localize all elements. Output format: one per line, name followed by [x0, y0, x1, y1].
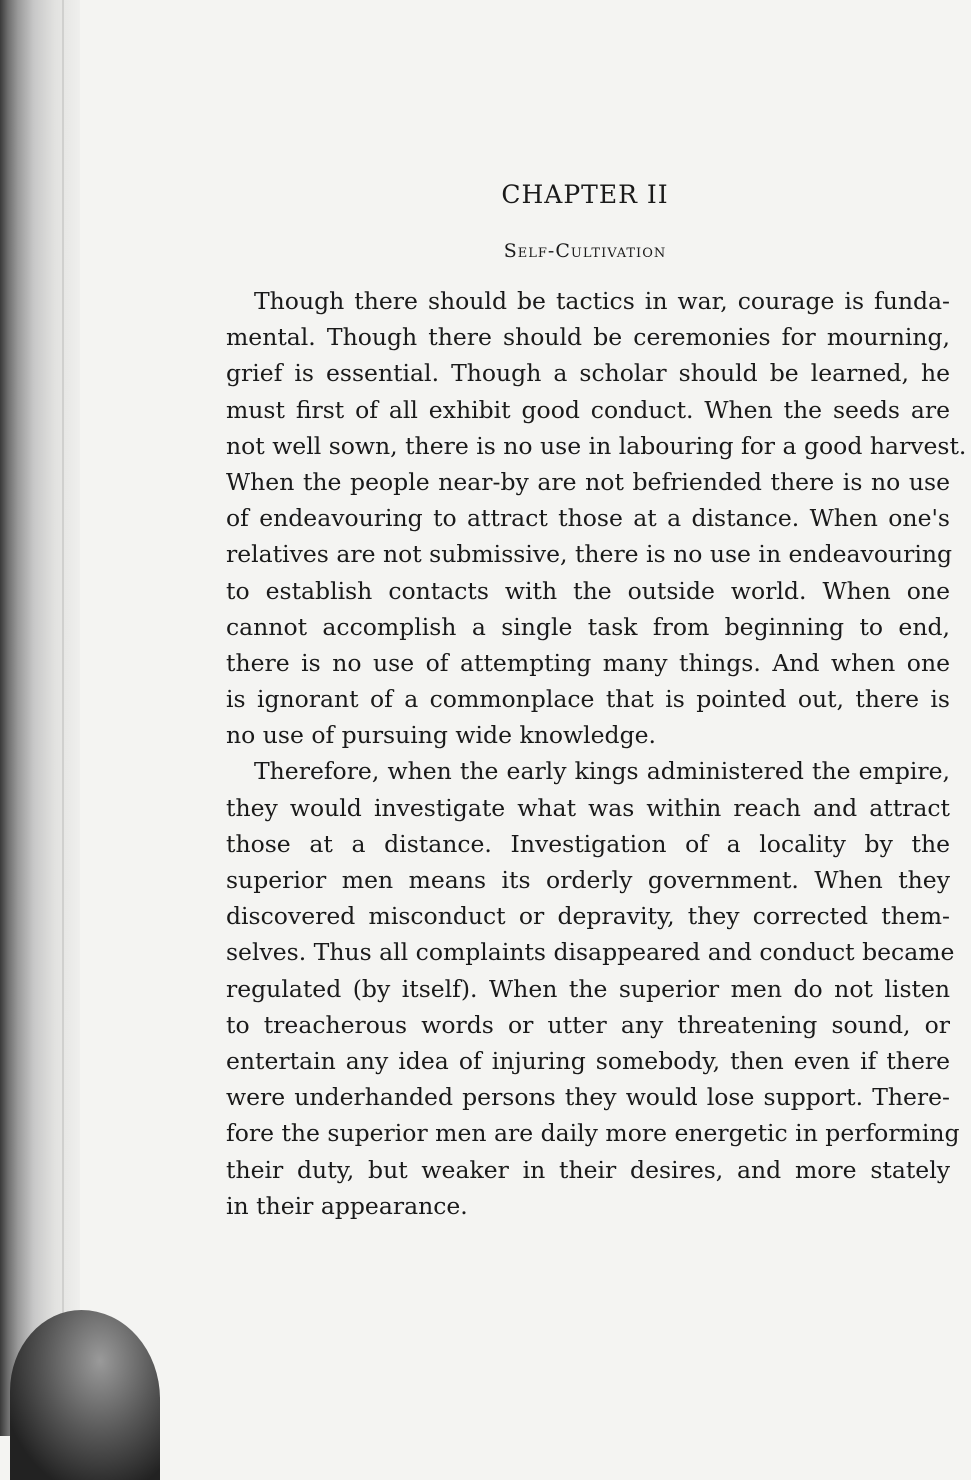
text-line: not well sown, there is no use in labouring for a good harvest. [226, 431, 967, 460]
text-line: is ignorant of a commonplace that is pointed out, there is [226, 685, 950, 714]
text-line: entertain any idea of injuring somebody, then even if there [226, 1046, 950, 1075]
text-line: in their appearance. [226, 1191, 468, 1220]
text-line: grief is essential. Though a scholar should be learned, he [226, 359, 950, 388]
text-line: their duty, but weaker in their desires, and more stately [226, 1155, 950, 1184]
text-line: fore the superior men are daily more energetic in performing [226, 1119, 960, 1148]
text-line: to establish contacts with the outside world. When one [226, 576, 950, 605]
text-line: must first of all exhibit good conduct. When the seeds are [226, 395, 950, 424]
text-line: selves. Thus all complaints disappeared and conduct became [226, 938, 955, 967]
text-line: superior men means its orderly government. When they [226, 866, 950, 894]
book-binding-edge [0, 0, 80, 1436]
text-line: relatives are not submissive, there is no use in endeavouring [226, 540, 953, 569]
chapter-subtitle: Self-Cultivation [503, 240, 667, 262]
text-line: mental. Though there should be ceremonies for mourning, [226, 323, 950, 352]
text-line: When the people near-by are not befriended there is no use [226, 467, 950, 496]
text-line: cannot accomplish a single task from beginning to end, [226, 612, 950, 641]
text-line: were underhanded persons they would lose support. There- [226, 1083, 950, 1112]
text-line: Though there should be tactics in war, courage is funda- [254, 287, 950, 315]
body-text [226, 283, 967, 1224]
chapter-title: CHAPTER II [501, 180, 669, 209]
text-line: there is no use of attempting many things. And when one [226, 648, 950, 677]
thumb-image [10, 1310, 160, 1480]
paragraph [226, 753, 960, 1223]
text-line: they would investigate what was within reach and attract [226, 793, 950, 822]
text-line: Therefore, when the early kings administered the empire, [254, 757, 950, 786]
text-line: discovered misconduct or depravity, they corrected them- [226, 902, 950, 931]
text-line: those at a distance. Investigation of a locality by the [226, 829, 950, 858]
text-line: regulated (by itself). When the superior men do not listen [226, 974, 950, 1003]
page-gutter-line [62, 0, 64, 1436]
text-line: to treacherous words or utter any threatening sound, or [226, 1010, 950, 1039]
text-line: no use of pursuing wide knowledge. [226, 721, 656, 750]
text-line: of endeavouring to attract those at a distance. When one's [226, 504, 950, 533]
paragraph [226, 283, 967, 753]
